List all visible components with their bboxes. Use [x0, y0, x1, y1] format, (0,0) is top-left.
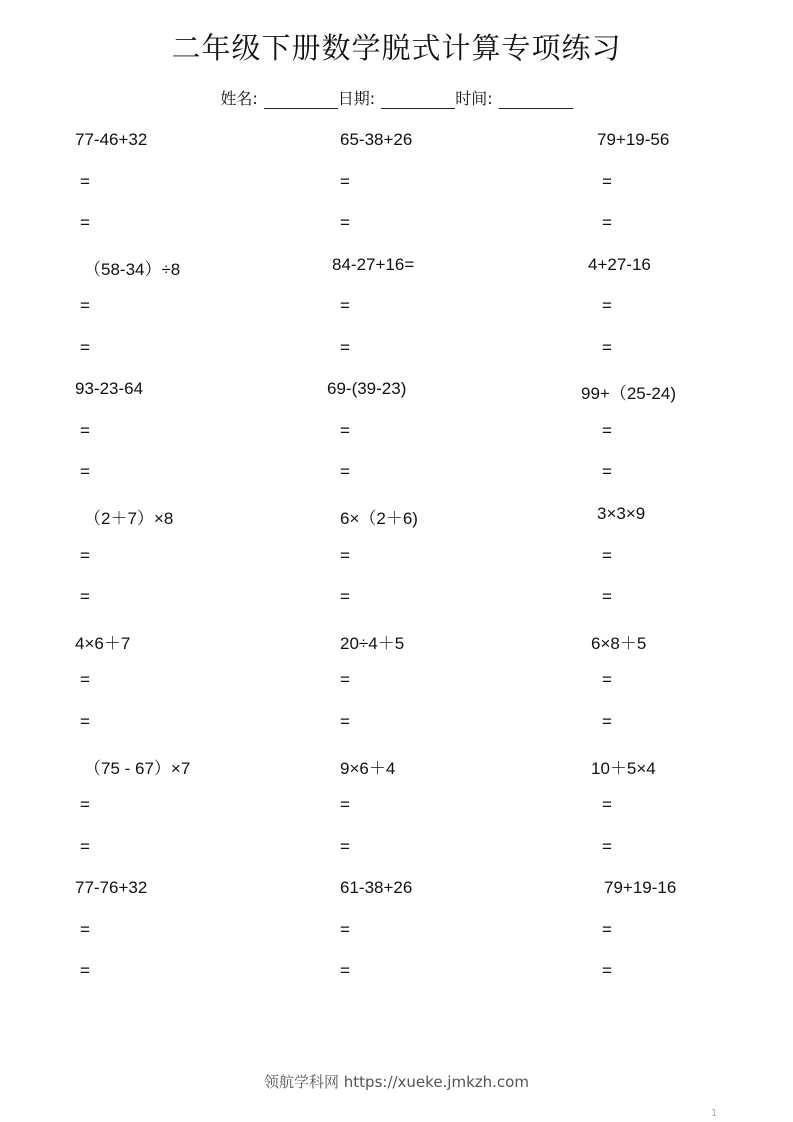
answer-line-equals[interactable]: = — [80, 587, 90, 607]
answer-line-equals[interactable]: = — [80, 795, 90, 814]
problem-expression: 84-27+16= — [332, 254, 415, 274]
answer-line-equals[interactable]: = — [602, 545, 612, 565]
problem-expression: 79+19-16 — [604, 878, 677, 898]
answer-line-equals[interactable]: = — [340, 670, 350, 690]
problem-expression: 6×（2＋6) — [340, 509, 418, 529]
answer-line-equals[interactable]: = — [602, 795, 612, 814]
answer-line-equals[interactable]: = — [340, 587, 350, 607]
answer-line-equals[interactable]: = — [340, 420, 350, 440]
answer-line-equals[interactable]: = — [602, 296, 612, 316]
answer-line-equals[interactable]: = — [340, 462, 350, 482]
footer-source: 领航学科网 https://xueke.jmkzh.com — [264, 1073, 529, 1091]
problem-expression: 99+（25-24) — [581, 384, 676, 404]
answer-line-equals[interactable]: = — [340, 836, 350, 856]
answer-line-equals[interactable]: = — [80, 337, 90, 357]
answer-line-equals[interactable]: = — [340, 171, 350, 191]
problem-expression: 6×8＋5 — [591, 633, 647, 653]
answer-line-equals[interactable]: = — [340, 919, 350, 939]
date-blank[interactable] — [381, 92, 455, 109]
problem-expression: 3×3×9 — [597, 504, 646, 524]
answer-line-equals[interactable]: = — [80, 545, 90, 565]
problem-expression: 93-23-64 — [75, 379, 144, 399]
problem-expression: 4+27-16 — [588, 254, 651, 274]
problem-expression: 77-46+32 — [75, 130, 148, 149]
name-label: 姓名: — [220, 89, 258, 108]
problem-expression: 20÷4＋5 — [340, 633, 405, 653]
problem-expression: 61-38+26 — [340, 878, 413, 898]
answer-line-equals[interactable]: = — [602, 836, 612, 856]
date-label: 日期: — [337, 89, 376, 108]
answer-line-equals[interactable]: = — [340, 711, 350, 731]
time-label: 时间: — [455, 89, 493, 108]
answer-line-equals[interactable]: = — [80, 919, 90, 939]
answer-line-equals[interactable]: = — [602, 171, 612, 191]
answer-line-equals[interactable]: = — [80, 213, 90, 232]
problem-expression: 4×6＋7 — [75, 633, 131, 653]
problem-expression: 65-38+26 — [340, 130, 413, 149]
answer-line-equals[interactable]: = — [340, 337, 350, 357]
answer-line-equals[interactable]: = — [80, 462, 90, 482]
student-info-line — [0, 86, 793, 109]
answer-line-equals[interactable]: = — [340, 961, 350, 981]
name-field[interactable] — [220, 86, 337, 109]
date-field[interactable] — [338, 86, 455, 109]
answer-line-equals[interactable]: = — [602, 587, 612, 607]
answer-line-equals[interactable]: = — [602, 961, 612, 981]
answer-line-equals[interactable]: = — [80, 711, 90, 731]
answer-line-equals[interactable]: = — [602, 337, 612, 357]
problem-expression: 69-(39-23) — [327, 379, 407, 399]
answer-line-equals[interactable]: = — [602, 919, 612, 939]
problem-expression: 10＋5×4 — [591, 758, 656, 778]
answer-line-equals[interactable]: = — [80, 961, 90, 981]
answer-line-equals[interactable]: = — [340, 296, 350, 316]
answer-line-equals[interactable]: = — [602, 420, 612, 440]
page-title: 二年级下册数学脱式计算专项练习 — [171, 31, 622, 65]
answer-line-equals[interactable]: = — [80, 296, 90, 316]
answer-line-equals[interactable]: = — [602, 213, 612, 232]
problem-expression: 77-76+32 — [75, 878, 148, 898]
answer-line-equals[interactable]: = — [80, 836, 90, 856]
answer-line-equals[interactable]: = — [80, 420, 90, 440]
answer-line-equals[interactable]: = — [602, 462, 612, 482]
answer-line-equals[interactable]: = — [340, 213, 350, 232]
answer-line-equals[interactable]: = — [80, 171, 90, 191]
answer-line-equals[interactable]: = — [340, 545, 350, 565]
name-blank[interactable] — [264, 92, 338, 109]
answer-line-equals[interactable]: = — [602, 711, 612, 731]
problem-expression: 9×6＋4 — [340, 758, 396, 778]
time-blank[interactable] — [499, 92, 573, 109]
answer-line-equals[interactable]: = — [80, 670, 90, 690]
answer-line-equals[interactable]: = — [602, 670, 612, 690]
problem-expression: （2＋7）×8 — [84, 509, 174, 529]
problem-expression: （58-34）÷8 — [84, 259, 181, 279]
time-field[interactable] — [455, 86, 572, 109]
answer-line-equals[interactable]: = — [340, 795, 350, 814]
page-number: 1 — [711, 1108, 718, 1119]
problem-expression: 79+19-56 — [597, 130, 670, 149]
problem-expression: （75 - 67）×7 — [84, 758, 191, 778]
